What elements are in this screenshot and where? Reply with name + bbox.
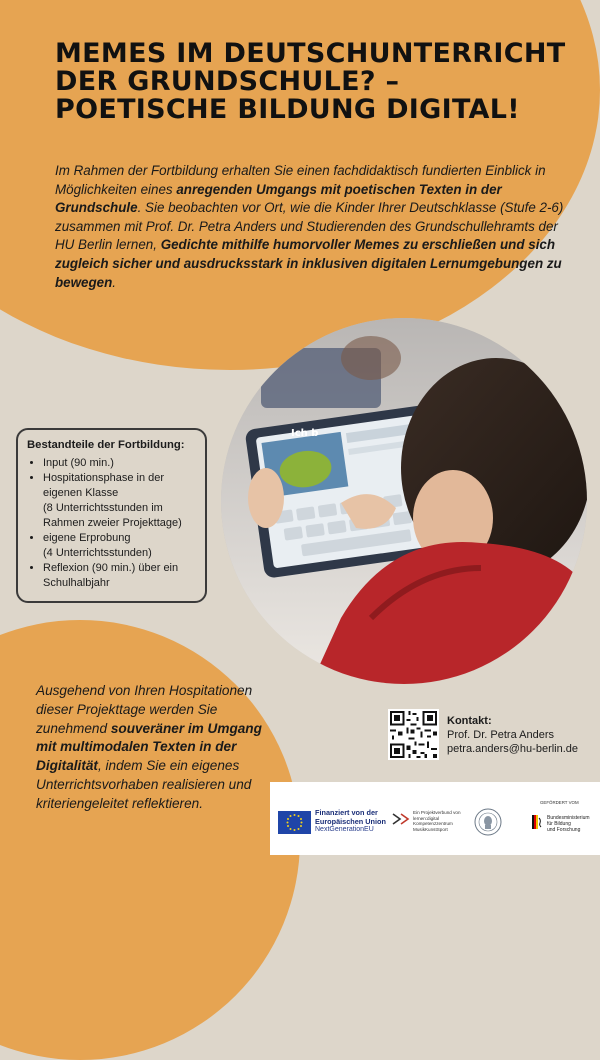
list-item: [43, 471, 197, 531]
contact-label: Kontakt:: [447, 715, 492, 727]
meme-caption: Ich b: [291, 428, 319, 439]
components-list: [27, 456, 197, 591]
component-detail: (4 Unterrichtsstunden): [43, 547, 152, 559]
lk-line-1: Ein Projektverbund von: [413, 810, 461, 815]
federal-eagle-icon: [532, 815, 542, 829]
logo-bar: [270, 782, 600, 855]
intro-text-3: .: [112, 274, 117, 290]
intro-text-1: Im Rahmen der Fortbildung erhalten Sie einen fachdidaktisch fundierten Einblick in Möglichkeiten eines: [55, 163, 546, 197]
intro-text-2: . Sie beobachten vor Ort, wie die Kinder Ihrer Deutschklasse (Stufe 2-6) zusammen mit Prof. Dr. Petra Anders und Studierenden des Grundschullehramts der HU Berlin lernen,: [55, 200, 564, 253]
list-item: [43, 531, 197, 561]
outro-highlight: souveräner im Umgang mit multimodalen Texten in der Digitalität: [36, 720, 262, 774]
outro-text-2: , indem Sie ein eigenes Unterrichtsvorhaben realisieren und kriteriengeleitet reflektieren.: [36, 758, 252, 811]
lernen-digital-text: [413, 810, 461, 832]
contact-block: [447, 714, 578, 756]
intro-highlight-2: Gedichte mithilfe humorvoller Memes zu erschließen und sich zugleich sicher und ausdrucksstark in inklusiven digitalen Lernumgebungen zu bewegen: [55, 237, 562, 290]
eu-line-1: Finanziert von der: [315, 808, 378, 817]
component-label: • Reflexion (90 min.) über ein Schulhalbjahr: [43, 562, 179, 589]
bmbf-line-3: und Forschung: [547, 827, 581, 833]
intro-highlight-1: anregenden Umgangs mit poetischen Texten in der Grundschule: [55, 181, 502, 216]
bmbf-line-1: Bundesministerium: [547, 815, 590, 821]
lk-line-3: Kompetenzzentrum: [413, 821, 453, 827]
lk-line-4: MusikKunstSport: [413, 826, 448, 832]
contact-email[interactable]: petra.anders@hu-berlin.de: [447, 743, 579, 755]
bmbf-funded-label: GEFÖRDERT VOM: [540, 800, 579, 805]
eu-line-2: Europäischen Union: [315, 816, 386, 826]
list-item: [43, 561, 197, 591]
component-label: • Input (90 min.): [43, 457, 114, 469]
eu-line-3: NextGenerationEU: [315, 826, 374, 833]
classroom-photo: [221, 318, 587, 684]
qr-code[interactable]: [388, 709, 439, 760]
intro-paragraph: [55, 162, 565, 292]
contact-name: Prof. Dr. Petra Anders: [447, 729, 554, 741]
eu-flag-icon: [278, 811, 311, 834]
lernen-digital-logo-icon: [392, 812, 410, 826]
lk-line-2: lernen:digital: [413, 815, 440, 821]
component-label: • Hospitationsphase in der eigenen Klasse: [43, 472, 165, 499]
list-item: [43, 456, 197, 471]
bmbf-line-2: für Bildung: [547, 821, 571, 827]
outro-text-1: Ausgehend von Ihren Hospitationen dieser Projekttage werden Sie zunehmend: [36, 683, 253, 736]
outro-paragraph: [36, 682, 266, 814]
component-label: • eigene Erprobung: [43, 532, 131, 544]
component-detail: (8 Unterrichtsstunden im Rahmen zweier Projekttage): [43, 502, 182, 529]
eu-funding-text: [315, 809, 386, 835]
page-title: MEMES IM DEUTSCHUNTERRICHT DER GRUNDSCHULE? – POETISCHE BILDUNG DIGITAL!: [55, 38, 566, 125]
bmbf-text: [547, 815, 590, 833]
hu-berlin-seal-icon: [474, 808, 502, 836]
components-heading: Bestandteile der Fortbildung:: [27, 439, 185, 451]
components-box: [16, 428, 207, 603]
